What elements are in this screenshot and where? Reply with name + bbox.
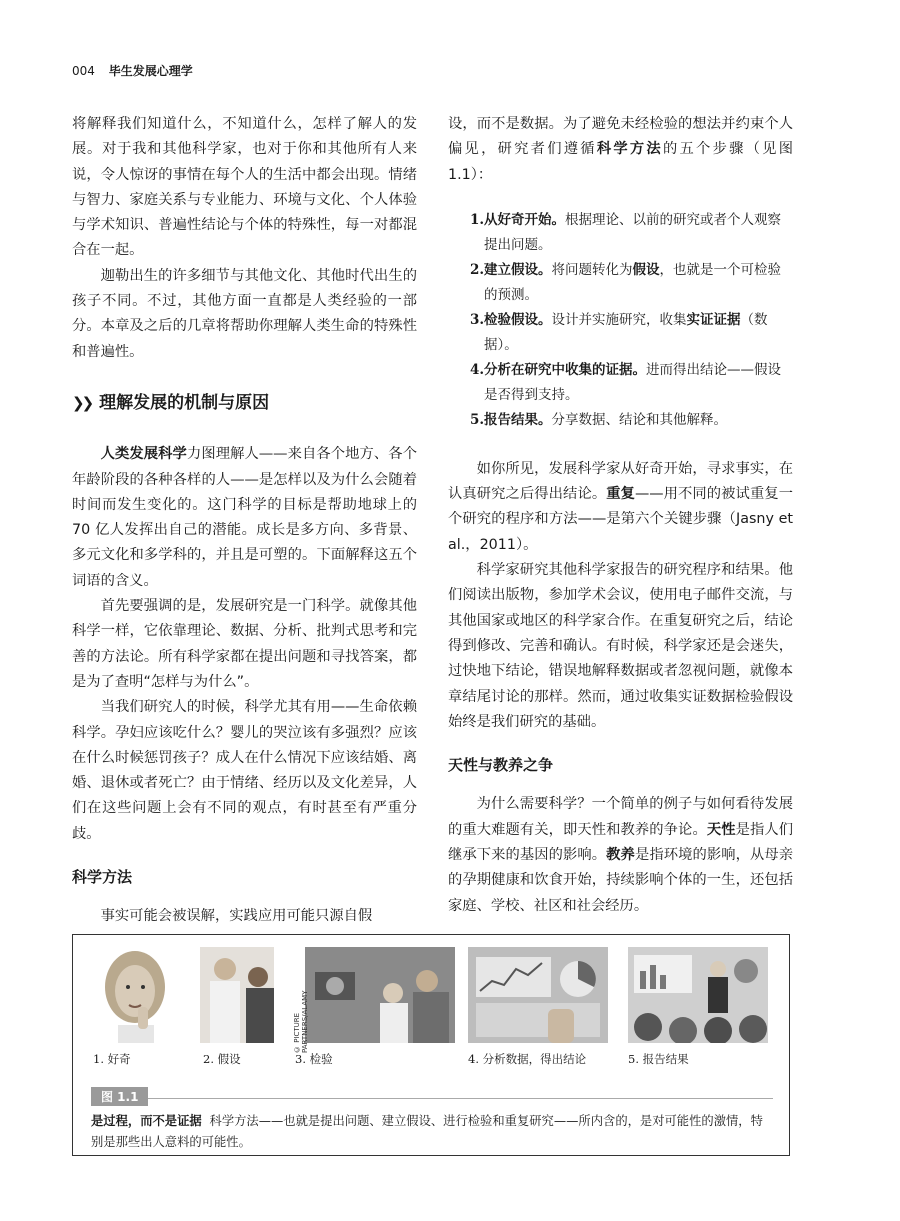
definition-text: 力图理解人——来自各个地方、各个年龄阶段的各种各样的人——是怎样以及为什么会随着时间而发生变化的。	[72, 446, 417, 513]
step-title: 建立假设。	[484, 261, 552, 278]
subsection-heading: 天性与教养之争	[448, 756, 554, 775]
list-item	[448, 208, 793, 258]
step-text: 根据理论、以前的研究或者个人观察提出问题。	[484, 211, 781, 253]
caption-text: 科学方法——也就是提出问题、建立假设、进行检验和重复研究——所内含的，是对可能性的激情，特别是那些出人意料的可能性。	[91, 1114, 763, 1149]
step-text: （数据）。	[484, 311, 768, 353]
step-number: 5.	[470, 411, 485, 428]
step-number: 1.	[470, 211, 485, 228]
double-chevron-icon: ❯❯	[72, 393, 92, 412]
text: 是指人们继承下来的基因的影响。	[448, 821, 794, 864]
text: 设，而不是数据。为了避免未经检验的想法并约束个人偏见，研究者们遵循	[448, 116, 793, 158]
running-title: 毕生发展心理学	[108, 64, 193, 78]
figure-box	[72, 934, 790, 1156]
figure-caption-3: 3. 检验	[295, 1052, 333, 1066]
section-title: 理解发展的机制与原因	[99, 392, 270, 413]
step-text: ，也就是一个可检验的预测。	[484, 261, 781, 303]
emphasis-text: 多方向、多背景、多元文化和多学科的，并且是可塑的。	[72, 522, 417, 564]
list-item	[448, 408, 793, 433]
text: 下面解释这五个词语的含义。	[72, 547, 418, 589]
step-title: 分析在研究中收集的证据。	[484, 361, 646, 378]
text: 如你所见，发展科学家从好奇开始，寻求事实，在认真研究之后得出结论。	[448, 460, 793, 503]
text: 的五个步骤（见图 1.1）：	[448, 141, 794, 183]
left-column	[72, 112, 417, 930]
section-heading	[72, 391, 417, 416]
key-term: 科学方法	[596, 141, 663, 158]
paragraph: 事实可能会被误解，实践应用可能只源自假	[100, 908, 373, 925]
photo-credit: © PICTURE PARTNERS/ALAMY	[293, 990, 309, 1053]
key-term: 教养	[606, 847, 635, 864]
figure-photos	[73, 943, 789, 1053]
photo-testing	[305, 947, 455, 1043]
photo-reporting	[628, 947, 768, 1043]
list-item	[448, 308, 793, 358]
paragraph	[448, 112, 793, 188]
list-item	[448, 258, 793, 308]
step-title: 检验假设。	[484, 311, 552, 328]
key-term: 实证证据	[686, 311, 741, 328]
step-number: 2.	[470, 261, 485, 278]
paragraph: 首先要强调的是，发展研究是一门科学。就像其他科学一样，它依靠理论、数据、分析、批判式思考和完善的方法论。所有科学家都在提出问题和寻找答案，都是为了查明“怎样与为什么”。	[72, 598, 417, 690]
divider	[91, 1098, 773, 1099]
subsection-heading: 科学方法	[72, 868, 133, 887]
photo-data-analysis	[468, 947, 608, 1043]
page-header	[72, 62, 193, 79]
text: 。	[692, 821, 707, 838]
figure-caption-5: 5. 报告结果	[628, 1052, 689, 1066]
figure-caption-1: 1. 好奇	[93, 1052, 131, 1066]
paragraph: 当我们研究人的时候，科学尤其有用——生命依赖科学。孕妇应该吃什么？婴儿的哭泣该有多强烈？应该在什么时候惩罚孩子？成人在什么情况下应该结婚、离婚、退休或者死亡？由于情绪、经历以及文化差异，人们在这些问题上会有不同的观点，有时甚至有严重分歧。	[72, 699, 417, 842]
step-text: 进而得出结论——假设是否得到支持。	[484, 361, 781, 403]
step-number: 4.	[470, 361, 485, 378]
paragraph: 将解释我们知道什么，不知道什么，怎样了解人的发展。对于我和其他科学家，也对于你和其他所有人来说，令人惊讶的事情在每个人的生活中都会出现。情绪与智力、家庭关系与专业能力、环境与文化、个人体验与学术知识、普遍性结论与个体的特殊性，每一对都混合在一起。	[72, 116, 417, 259]
page-number: 004	[72, 64, 95, 78]
emphasis-text: 天性和教养的争论	[577, 821, 693, 838]
paragraph	[448, 792, 793, 918]
figure-caption	[91, 1111, 775, 1153]
text: 为什么需要科学？一个简单的例子与如何看待发展的重大难题有关，即	[448, 796, 793, 838]
step-text: 将问题转化为	[551, 261, 633, 278]
step-number: 3.	[470, 311, 485, 328]
figure-caption-2: 2. 假设	[203, 1052, 241, 1066]
steps-list	[448, 208, 793, 433]
step-title: 从好奇开始。	[484, 211, 565, 228]
paragraph	[72, 442, 417, 594]
text: ——用不同的被试重复一个研究的程序和方法——是第六个关键步骤（Jasny et al.，2011）。	[448, 486, 794, 553]
text: 是指环境的影响，从母亲的孕期健康和饮食开始，持续影响个体的一生，还包括家庭、学校、社区和社会经历。	[448, 847, 794, 914]
paragraph: 科学家研究其他科学家报告的研究程序和结果。他们阅读出版物，参加学术会议，使用电子邮件交流，与其他国家或地区的科学家合作。在重复研究之后，结论得到修改、完善和确认。有时候，科学家还是会迷失，过快地下结论，错误地解释数据或者忽视问题，就像本章结尾讨论的那样。然而，通过收集实证数据检验假设始终是我们研究的基础。	[448, 562, 793, 730]
figure-label: 图 1.1	[91, 1087, 148, 1106]
key-term: 重复	[606, 486, 635, 503]
list-item	[448, 358, 793, 408]
step-text: 分享数据、结论和其他解释。	[551, 411, 727, 428]
step-title: 报告结果。	[484, 411, 552, 428]
paragraph	[448, 457, 793, 558]
caption-title: 是过程，而不是证据	[91, 1114, 202, 1128]
key-term: 天性	[706, 821, 736, 838]
text: 这门科学的目标是帮助地球上的 70 亿人发挥出自己的潜能。成长是	[72, 496, 418, 539]
key-term: 假设	[632, 261, 660, 278]
step-text: 设计并实施研究，收集	[551, 311, 687, 328]
key-term: 人类发展科学	[100, 446, 187, 463]
photo-hypothesis	[200, 947, 274, 1043]
paragraph: 迦勒出生的许多细节与其他文化、其他时代出生的孩子不同。不过，其他方面一直都是人类经验的一部分。本章及之后的几章将帮助你理解人类生命的特殊性和普遍性。	[72, 267, 417, 360]
photo-curious-woman	[93, 947, 178, 1043]
figure-caption-4: 4. 分析数据，得出结论	[468, 1052, 587, 1066]
right-column	[448, 112, 793, 919]
